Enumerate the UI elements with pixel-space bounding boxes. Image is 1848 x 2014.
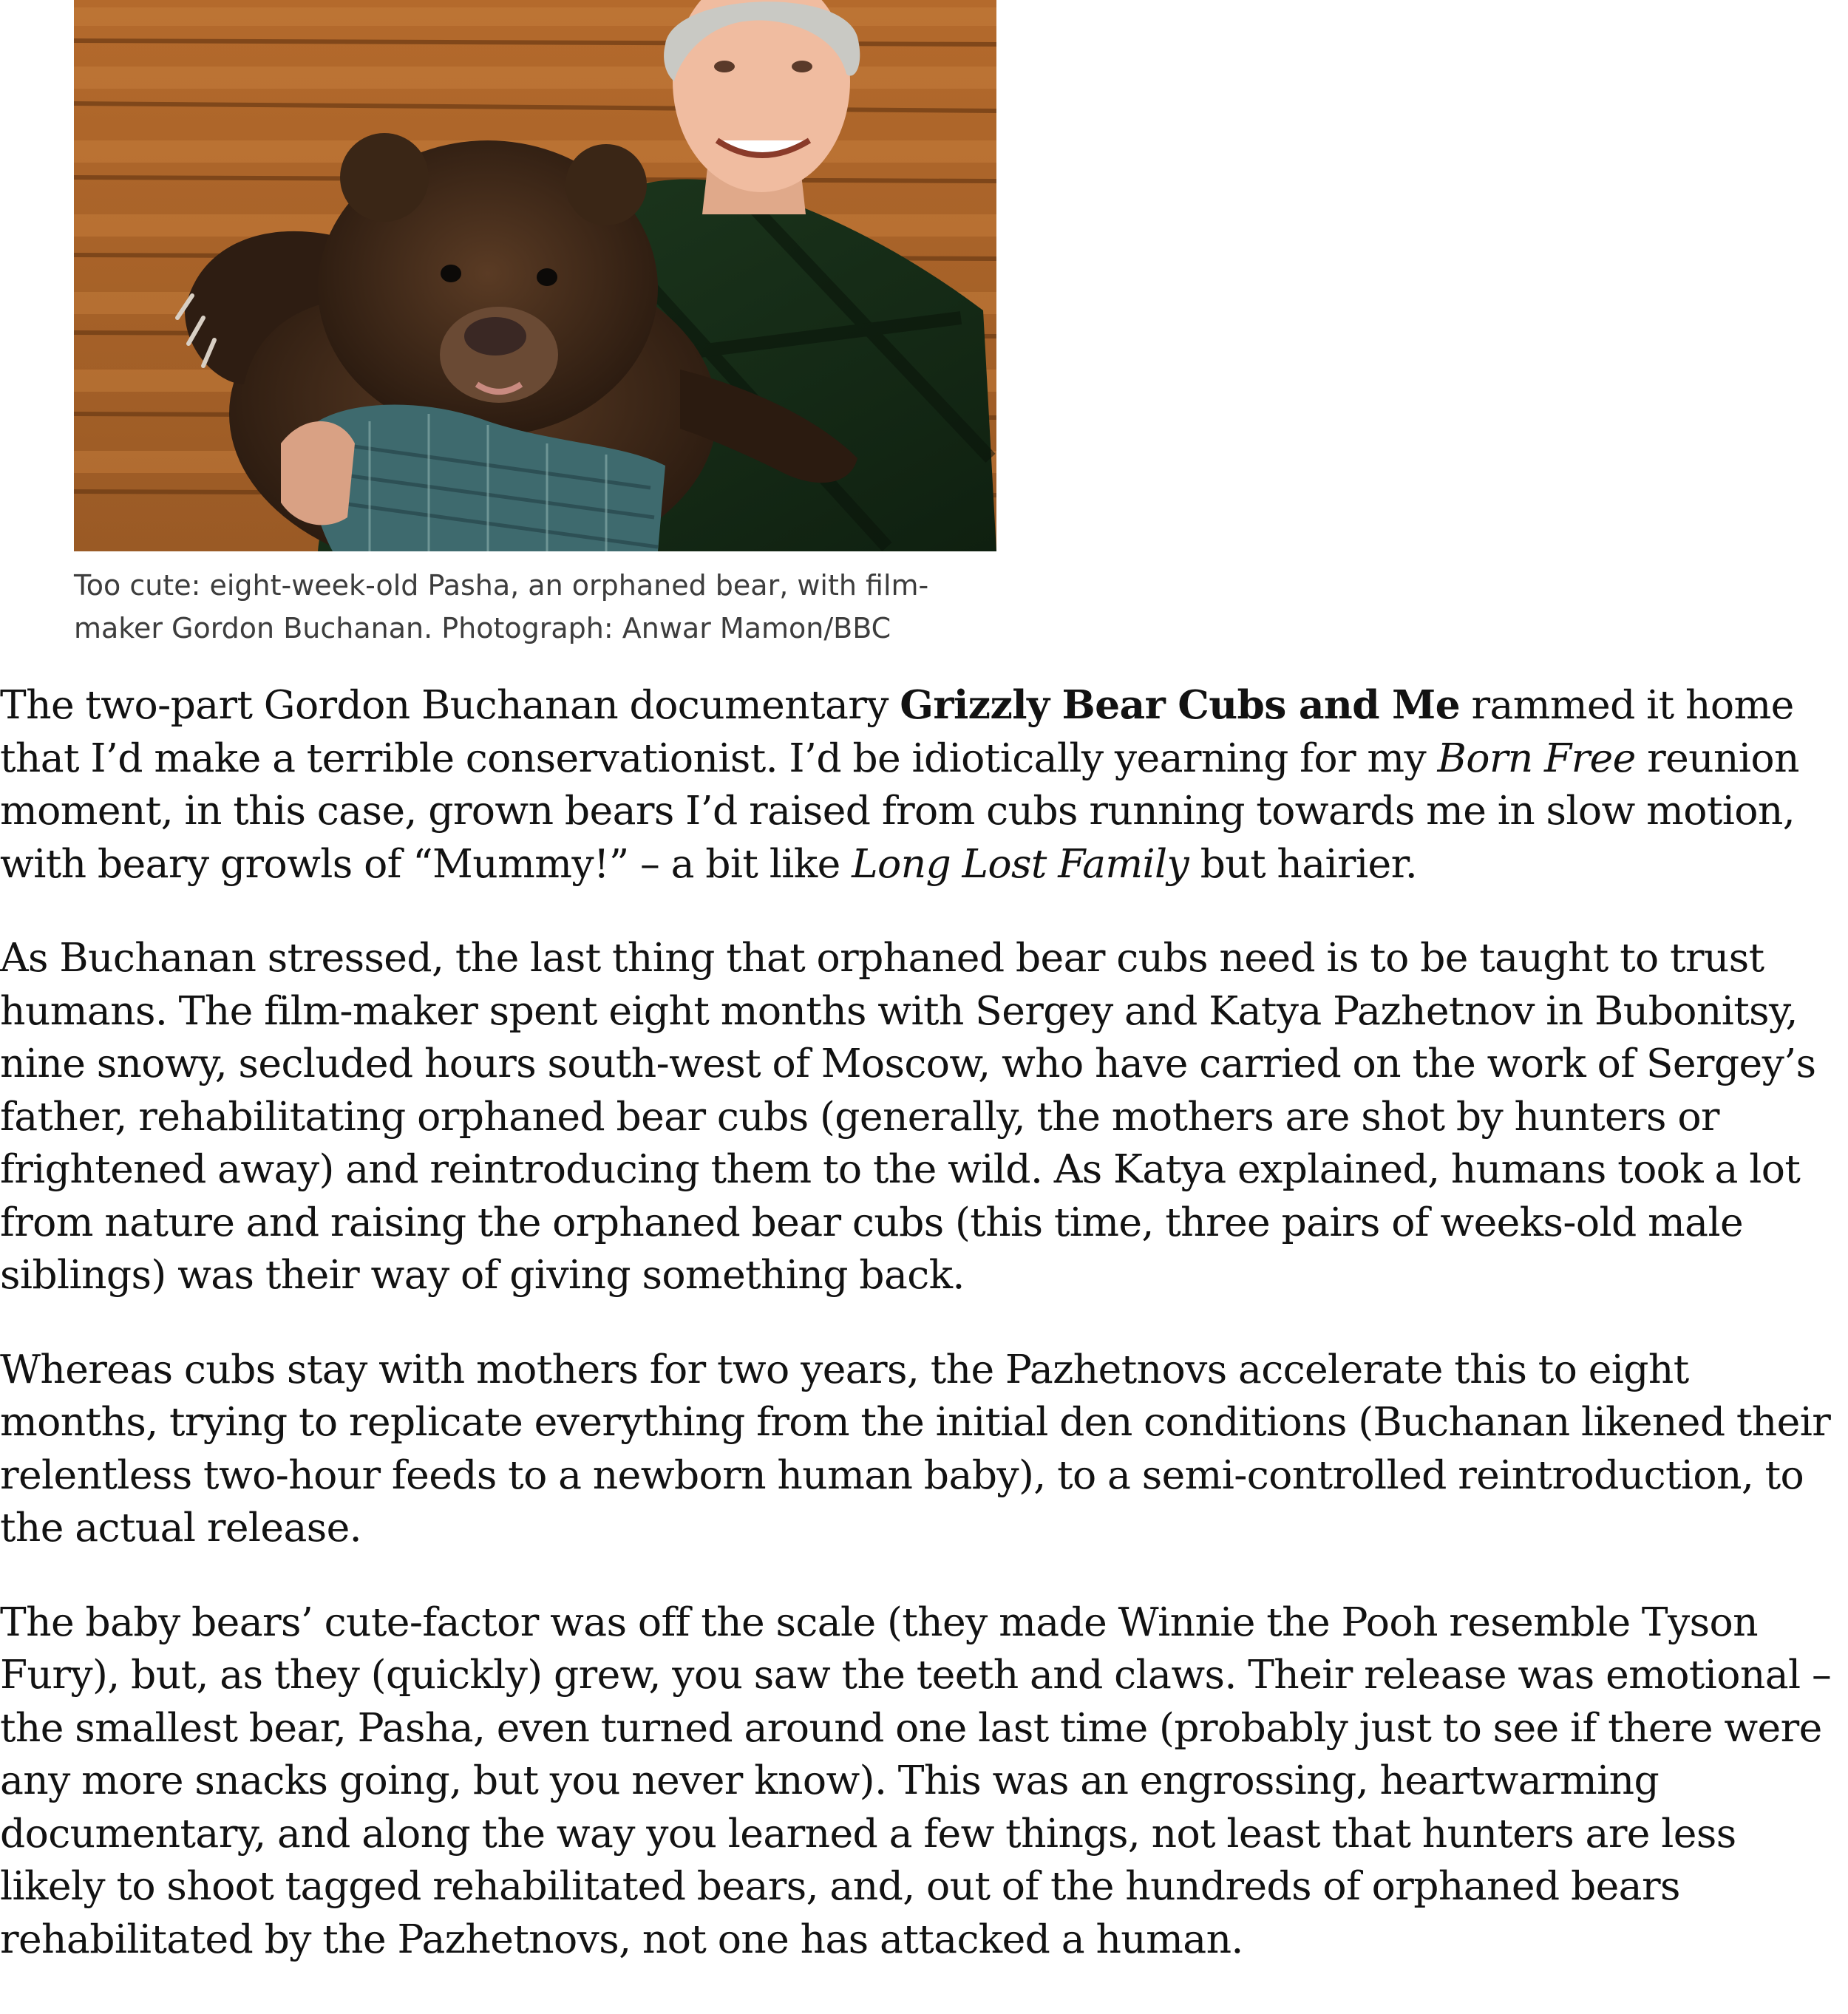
article-figure: [74, 0, 996, 650]
article-body: [0, 678, 1848, 2007]
paragraph-2: As Buchanan stressed, the last thing that orphaned bear cubs need is to be taught to trust humans. The film-maker spent eight months with Sergey and Katya Pazhetnov in Bubonitsy, nine snowy, secluded hours south-west of Moscow, who have carried on the work of Sergey’s father, rehabilitating orphaned bear cubs (generally, the mothers are shot by hunters or frightened away) and reintroducing them to the wild. As Katya explained, humans took a lot from nature and raising the orphaned bear cubs (this time, three pairs of weeks-old male siblings) was their way of giving something back.: [0, 934, 1816, 1298]
film-title: Born Free: [1437, 734, 1636, 781]
paragraph-4: The baby bears’ cute-factor was off the scale (they made Winnie the Pooh resemble Tyson Fury), but, as they (quickly) grew, you saw the teeth and claws. Their release was emotional – the smallest bear, Pasha, even turned around one last time (probably just to see if there were any more snacks going, but you never know). This was an engrossing, heartwarming documentary, and along the way you learned a few things, not least that hunters are less likely to shoot tagged rehabilitated bears, and, out of the hundreds of orphaned bears rehabilitated by the Pazhetnovs, not one has attacked a human.: [0, 1598, 1832, 1962]
programme-title[interactable]: Grizzly Bear Cubs and Me: [900, 681, 1461, 728]
paragraph-3: Whereas cubs stay with mothers for two years, the Pazhetnovs accelerate this to eight months, trying to replicate everything from the initial den conditions (Buchanan likened their relentless two-hour feeds to a newborn human baby), to a semi-controlled reintroduction, to the actual release.: [0, 1345, 1831, 1551]
photo-caption: Too cute: eight-week-old Pasha, an orphaned bear, with film-maker Gordon Buchanan. Photograph: Anwar Mamon/BBC: [74, 569, 929, 644]
show-title: Long Lost Family: [852, 840, 1189, 887]
paragraph-1: The two-part Gordon Buchanan documentary Grizzly Bear Cubs and Me rammed it home that I’d make a terrible conservationist. I’d be idiotically yearning for my Born Free reunion moment, in this case, grown bears I’d raised from cubs running towards me in slow motion, with beary growls of “Mummy!” – a bit like Long Lost Family but hairier.: [0, 681, 1799, 887]
article-photo[interactable]: [74, 0, 996, 551]
